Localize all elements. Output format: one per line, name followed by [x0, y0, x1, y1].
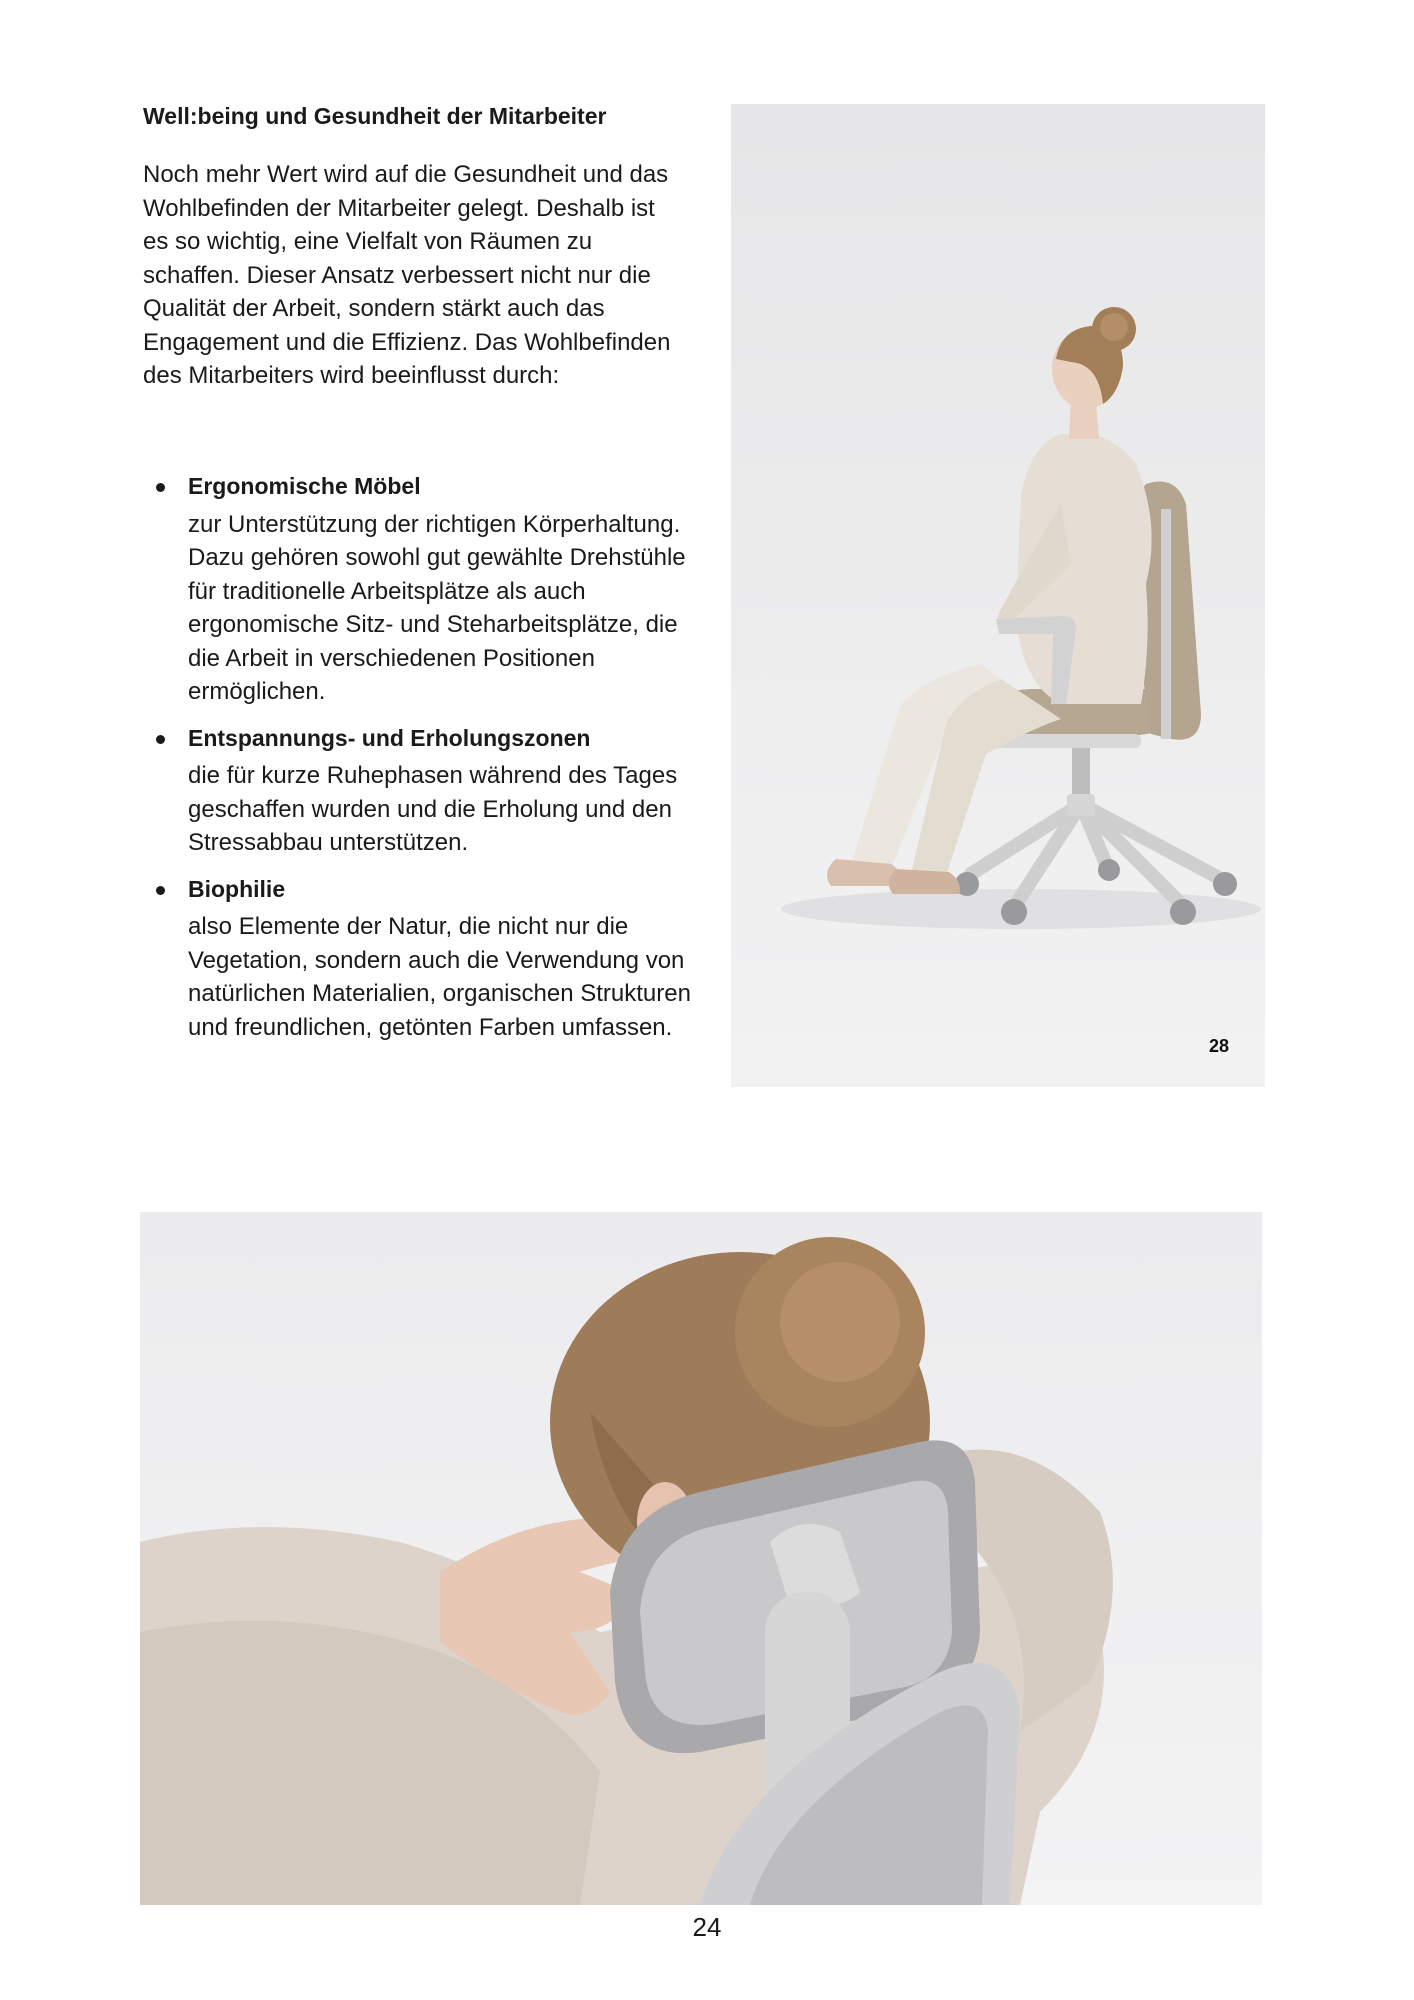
bullet-icon	[156, 735, 165, 744]
sitting-photo-illustration	[731, 104, 1265, 1087]
list-item-title: Biophilie	[188, 875, 286, 902]
bullet-icon	[156, 483, 165, 492]
headrest-photo-illustration	[140, 1212, 1262, 1905]
list-item-text: zur Unterstützung der richtigen Körperhaltung. Dazu gehören sowohl gut gewählte Drehstühle für traditionelle Arbeitsplätze als auch ergonomische Sitz- und Steharbeitsplätze, die die Arbeit in verschiedenen Positionen ermöglichen.	[188, 510, 686, 705]
list-item-text: also Elemente der Natur, die nicht nur die Vegetation, sondern auch die Verwendung von natürlichen Materialien, organischen Strukturen und freundlichen, getönten Farben umfassen.	[188, 913, 691, 1041]
section-heading: Well:being und Gesundheit der Mitarbeiter	[143, 103, 607, 129]
bullet-icon	[156, 886, 165, 895]
benefits-list	[143, 470, 703, 1057]
photo-label: 28	[1208, 1036, 1229, 1056]
page-number: 24	[692, 1912, 722, 1942]
list-item-ergonomic-furniture	[143, 470, 703, 709]
list-item-text: die für kurze Ruhephasen während des Tages geschaffen wurden und die Erholung und den Stressabbau unterstützen.	[188, 762, 678, 856]
list-item-relaxation-zones	[143, 722, 703, 860]
list-item-title: Ergonomische Möbel	[188, 473, 421, 499]
photo-woman-headrest-closeup	[140, 1212, 1262, 1905]
intro-paragraph: Noch mehr Wert wird auf die Gesundheit und das Wohlbefinden der Mitarbeiter gelegt. Deshalb ist es so wichtig, eine Vielfalt von Räumen zu schaffen. Dieser Ansatz verbessert nicht nur die Qualität der Arbeit, sondern stärkt auch das Engagement und die Effizienz. Das Wohlbefinden des Mitarbeiters wird beeinflusst durch:	[143, 161, 671, 389]
photo-woman-on-office-chair	[731, 104, 1265, 1087]
list-item-biophilia	[143, 873, 703, 1045]
list-item-title: Entspannungs- und Erholungszonen	[188, 724, 591, 751]
